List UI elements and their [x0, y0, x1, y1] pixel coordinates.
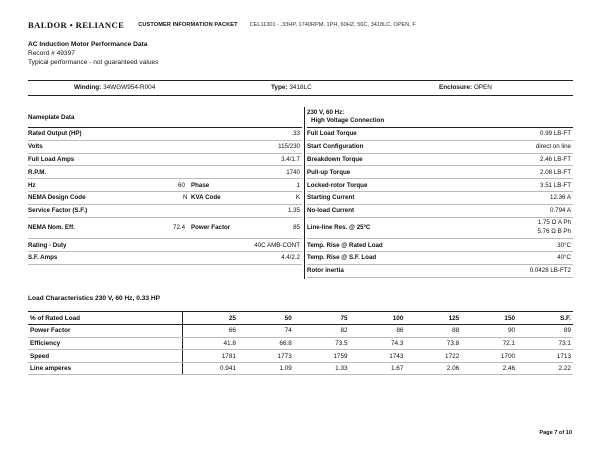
divider [28, 95, 573, 96]
performance-row: Full Load Torque 0.99 LB-FT [307, 128, 573, 141]
performance-row: No-load Current 0.794 A [307, 205, 573, 218]
catalog-description: CEL11301 - .33HP, 1740RPM, 1PH, 60HZ, 56C, 3418LC, OPEN, F [249, 22, 416, 28]
nameplate-column [28, 107, 302, 265]
record-number: Record # 49397 [28, 50, 75, 57]
nameplate-row: S.F. Amps 4.4/2.2 [28, 252, 302, 265]
performance-row: Rotor inertia 0.0428 LB-FT2 [307, 265, 573, 278]
nameplate-row: R.P.M. 1740 [28, 166, 302, 179]
load-characteristics-title: Load Characteristics 230 V, 60 Hz, 0.33 HP [28, 295, 161, 302]
type-value: 3418LC [289, 84, 312, 91]
winding-value: 34WGW954-R004 [103, 84, 156, 91]
high-voltage-column [307, 107, 573, 278]
nameplate-row: Service Factor (S.F.) 1.35 [28, 205, 302, 218]
packet-title: CUSTOMER INFORMATION PACKET [138, 22, 238, 28]
table-row: Line amperes 0.941 1.09 1.33 1.67 2.06 2.46 2.22 [28, 362, 573, 375]
nameplate-heading: Nameplate Data [28, 107, 302, 128]
performance-row: Breakdown Torque 2.46 LB-FT [307, 154, 573, 167]
performance-row: Starting Current 12.36 A [307, 192, 573, 205]
performance-row: Line-line Res. @ 25ºC 1.75 Ω A Ph 5.76 Ω B Ph [307, 218, 573, 240]
winding-row [28, 81, 573, 94]
enclosure-info: Enclosure: OPEN [439, 84, 492, 91]
performance-row: Locked-rotor Torque 3.51 LB-FT [307, 179, 573, 192]
page-number: Page 7 of 10 [539, 430, 572, 436]
brand-logo: BALDOR • RELIANCE [28, 20, 125, 30]
performance-row: Pull-up Torque 2.08 LB-FT [307, 166, 573, 179]
disclaimer: Typical performance - not guaranteed values [28, 59, 159, 66]
column-separator [304, 107, 305, 279]
document-title-block [28, 40, 158, 67]
table-row: Speed 1781 1773 1759 1743 1722 1700 1713 [28, 350, 573, 363]
nameplate-row: Volts 115/230 [28, 141, 302, 154]
nameplate-row: Rated Output (HP) .33 [28, 128, 302, 141]
winding-info: Winding: 34WGW954-R004 [74, 84, 156, 91]
table-row: Efficiency 41.8 66.8 73.5 74.3 73.8 72.1 73.1 [28, 337, 573, 350]
page-header [28, 18, 573, 32]
table-header-row: % of Rated Load 25 50 75 100 125 150 S.F. [28, 312, 573, 325]
document-title: AC Induction Motor Performance Data [28, 41, 148, 48]
type-info: Type: 3418LC [271, 84, 312, 91]
high-voltage-heading: 230 V, 60 Hz: High Voltage Connection [307, 107, 573, 128]
performance-row: Temp. Rise @ S.F. Load 40°C [307, 252, 573, 265]
nameplate-row: NEMA Nom. Eff. 72.4 Power Factor 85 [28, 218, 302, 240]
nameplate-row: Full Load Amps 3.4/1.7 [28, 154, 302, 167]
nameplate-row: Hz 60 Phase 1 [28, 179, 302, 192]
nameplate-row: NEMA Design Code N KVA Code K [28, 192, 302, 205]
nameplate-row: Rating - Duty 40C AMB-CONT [28, 239, 302, 252]
performance-row: Temp. Rise @ Rated Load 30°C [307, 239, 573, 252]
enclosure-value: OPEN [473, 84, 492, 91]
table-row: Power Factor 66 74 82 86 88 90 89 [28, 325, 573, 338]
load-characteristics-table [28, 312, 573, 375]
performance-row: Start Configuration direct on line [307, 141, 573, 154]
